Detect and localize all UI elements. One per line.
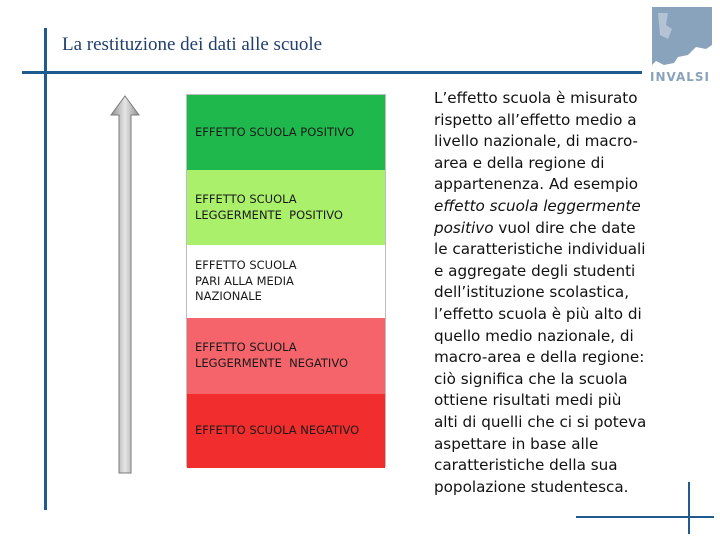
up-arrow-icon [110, 95, 140, 475]
description-italic-word: positivo [434, 218, 494, 237]
description-line: alti di quelli che ci si poteva [434, 412, 647, 431]
logo-text: INVALSI [650, 70, 711, 84]
band-label: EFFETTO SCUOLA [195, 191, 297, 206]
corner-horizontal-line [576, 516, 714, 518]
band-positive [187, 95, 385, 170]
slide-title: La restituzione dei dati alle scuole [62, 34, 323, 55]
band-label: EFFETTO SCUOLA [195, 340, 297, 355]
description-line [434, 218, 694, 240]
description-line: quello medio nazionale, di [434, 326, 634, 345]
school-effect-scale [186, 94, 386, 467]
left-frame-line [44, 28, 47, 510]
band-label: EFFETTO SCUOLA POSITIVO [195, 124, 355, 139]
description-line: ottiene risultati medi più [434, 391, 622, 410]
band-label: EFFETTO SCUOLA NEGATIVO [195, 423, 360, 438]
description-line: dell’istituzione scolastica, [434, 283, 630, 302]
description-line: area e della regione di [434, 153, 605, 172]
band-label: PARI ALLA MEDIA [195, 273, 294, 288]
description-line: ciò significa che la scuola [434, 369, 628, 388]
band-label: EFFETTO SCUOLA [195, 258, 297, 273]
description-line-rest: vuol dire che date [493, 218, 636, 237]
description-line: le caratteristiche individuali [434, 240, 646, 259]
description-line: macro-area e della regione: [434, 348, 645, 367]
band-negative [187, 394, 385, 468]
band-label: LEGGERMENTE POSITIVO [195, 207, 343, 222]
band-slightly-positive [187, 170, 385, 245]
description-line: rispetto all’effetto medio a [434, 110, 637, 129]
description-line: livello nazionale, di macro- [434, 132, 639, 151]
title-underline [22, 71, 642, 74]
description-line: popolazione studentesca. [434, 477, 629, 496]
description-line: caratteristiche della sua [434, 456, 618, 475]
description-line-italic: effetto scuola leggermente [434, 196, 641, 215]
description-line: appartenenza. Ad esempio [434, 175, 639, 194]
description-line: L’effetto scuola è misurato [434, 89, 638, 107]
band-national-average [187, 245, 385, 318]
description-text [434, 88, 694, 498]
band-slightly-negative [187, 318, 385, 394]
description-line: l’effetto scuola è più alto di [434, 304, 642, 323]
band-label: LEGGERMENTE NEGATIVO [195, 356, 349, 370]
description-line: aspettare in base alle [434, 434, 599, 453]
band-label: NAZIONALE [195, 289, 262, 304]
description-line: e aggregate degli studenti [434, 261, 636, 280]
